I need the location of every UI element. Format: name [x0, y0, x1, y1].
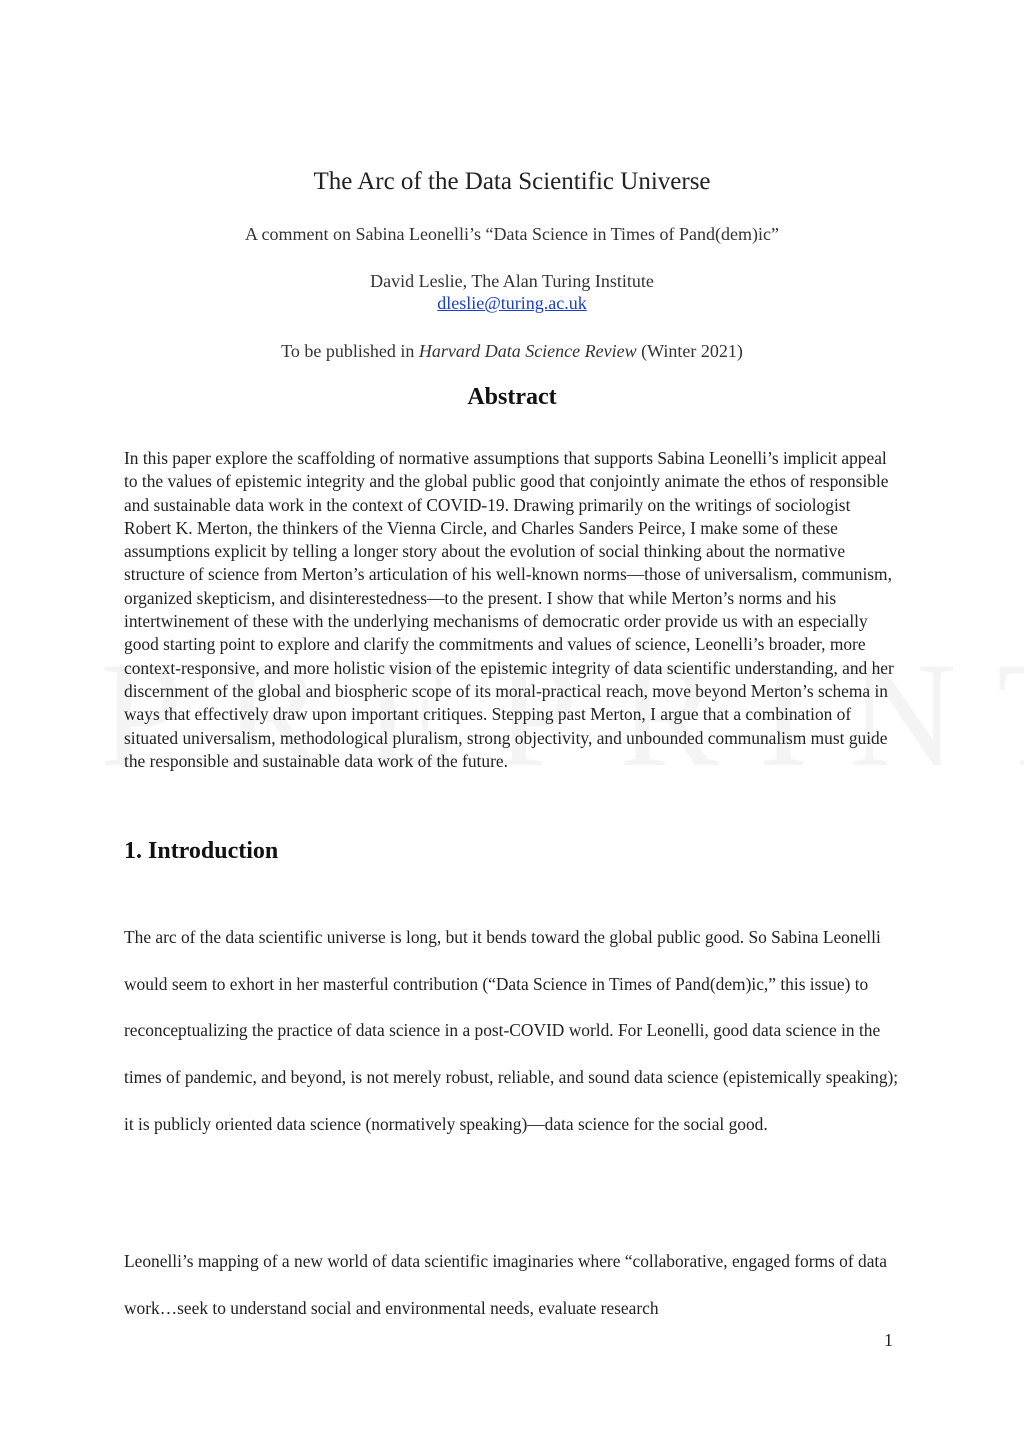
- paper-title: The Arc of the Data Scientific Universe: [313, 168, 711, 195]
- page-number: 1: [884, 1330, 893, 1350]
- author-affiliation: David Leslie, The Alan Turing Institute: [370, 271, 654, 291]
- author-block: [0, 270, 1024, 314]
- author-email-link[interactable]: dleslie@turing.ac.uk: [437, 293, 587, 313]
- abstract-heading: Abstract: [467, 384, 557, 410]
- introduction-heading: 1. Introduction: [124, 838, 279, 864]
- abstract-text: In this paper explore the scaffolding of normative assumptions that supports Sabina Leonelli’s implicit appeal to the values of epistemic integrity and the global public good that conjointly animate the ethos of responsible and sustainable data work in the context of COVID-19. Drawing primarily on the writings of sociologist Robert K. Merton, the thinkers of the Vienna Circle, and Charles Sanders Peirce, I make some of these assumptions explicit by telling a longer story about the evolution of social thinking about the normative structure of science from Merton’s articulation of his well-known norms—those of universalism, communism, organized skepticism, and disinterestedness—to the present. I show that while Merton’s norms and his intertwinement of these with the underlying mechanisms of democratic order provide us with an especially good starting point to explore and clarify the commitments and values of science, Leonelli’s broader, more context-responsive, and more holistic vision of the epistemic integrity of data scientific understanding, and her discernment of the global and biospheric scope of its moral-practical reach, move beyond Merton’s schema in ways that effectively draw upon important critiques. Stepping past Merton, I argue that a combination of situated universalism, methodological pluralism, strong objectivity, and unbounded communalism must guide the responsible and sustainable data work of the future.: [124, 448, 894, 771]
- introduction-paragraph-1: The arc of the data scientific universe is long, but it bends toward the global public good. So Sabina Leonelli would seem to exhort in her masterful contribution (“Data Science in Times of Pand(dem)ic,” this issue) to reconceptualizing the practice of data science in a post-COVID world. For Leonelli, good data science in the times of pandemic, and beyond, is not merely robust, reliable, and sound data science (epistemically speaking); it is publicly oriented data science (normatively speaking)—data science for the social good.: [124, 927, 899, 1134]
- publication-note: [0, 341, 1024, 362]
- introduction-paragraph-2: Leonelli’s mapping of a new world of data scientific imaginaries where “collaborative, engaged forms of data work…seek to understand social and environmental needs, evaluate research: [124, 1251, 887, 1318]
- publication-suffix: (Winter 2021): [636, 341, 743, 361]
- paper-subtitle: A comment on Sabina Leonelli’s “Data Science in Times of Pand(dem)ic”: [245, 224, 779, 244]
- publication-prefix: To be published in: [281, 341, 419, 361]
- journal-name: Harvard Data Science Review: [418, 341, 637, 361]
